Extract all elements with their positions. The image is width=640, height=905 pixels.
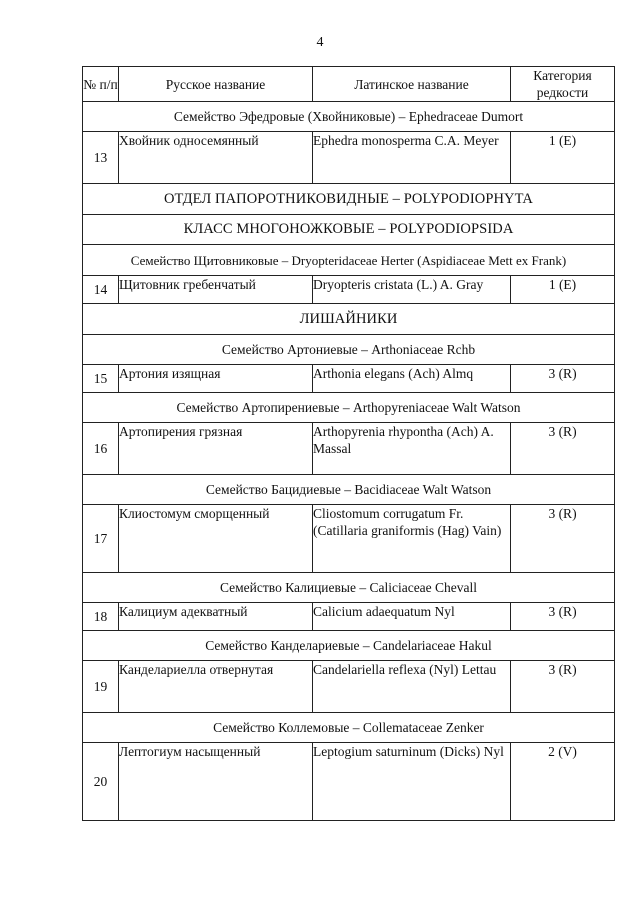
rarity-category: 3 (R)	[511, 603, 615, 631]
division-heading-row	[83, 184, 615, 215]
rarity-category: 1 (E)	[511, 276, 615, 304]
family-heading: Семейство Артопирениевые – Arthopyreniaceae Walt Watson	[83, 393, 615, 423]
rare-species-table	[82, 66, 615, 821]
division-heading: ОТДЕЛ ПАПОРОТНИКОВИДНЫЕ – POLYPODIOPHYTA	[83, 184, 615, 215]
latin-name: Arthonia elegans (Ach) Almq	[313, 365, 511, 393]
class-heading: КЛАСС МНОГОНОЖКОВЫЕ – POLYPODIOPSIDA	[83, 215, 615, 245]
species-row	[83, 661, 615, 713]
species-row	[83, 423, 615, 475]
family-heading: Семейство Эфедровые (Хвойниковые) – Ephedraceae Dumort	[83, 102, 615, 132]
family-heading-row	[83, 475, 615, 505]
latin-name: Ephedra monosperma C.A. Meyer	[313, 132, 511, 184]
species-number: 17	[83, 505, 119, 573]
species-number: 20	[83, 743, 119, 821]
species-row	[83, 132, 615, 184]
family-heading-row	[83, 335, 615, 365]
latin-name: Leptogium saturninum (Dicks) Nyl	[313, 743, 511, 821]
species-number: 19	[83, 661, 119, 713]
family-heading-row	[83, 573, 615, 603]
russian-name: Хвойник односемянный	[119, 132, 313, 184]
latin-name: Arthopyrenia rhypontha (Ach) A. Massal	[313, 423, 511, 475]
class-heading-row	[83, 215, 615, 245]
russian-name: Артопирения грязная	[119, 423, 313, 475]
family-heading-row	[83, 393, 615, 423]
latin-name: Calicium adaequatum Nyl	[313, 603, 511, 631]
russian-name: Канделариелла отвернутая	[119, 661, 313, 713]
species-number: 14	[83, 276, 119, 304]
species-number: 18	[83, 603, 119, 631]
russian-name: Калициум адекватный	[119, 603, 313, 631]
species-number: 16	[83, 423, 119, 475]
latin-name: Dryopteris cristata (L.) A. Gray	[313, 276, 511, 304]
family-heading: Семейство Артониевые – Arthoniaceae Rchb	[83, 335, 615, 365]
family-heading-row	[83, 245, 615, 276]
species-row	[83, 603, 615, 631]
rarity-category: 1 (E)	[511, 132, 615, 184]
table-header-row	[83, 67, 615, 102]
family-heading: Семейство Коллемовые – Collemataceae Zenker	[83, 713, 615, 743]
family-heading: Семейство Канделариевые – Candelariaceae Hakul	[83, 631, 615, 661]
rarity-category: 3 (R)	[511, 423, 615, 475]
russian-name: Лептогиум насыщенный	[119, 743, 313, 821]
rarity-category: 3 (R)	[511, 661, 615, 713]
page-number: 4	[316, 35, 324, 50]
species-number: 13	[83, 132, 119, 184]
header-russian-name: Русское название	[119, 67, 313, 102]
rarity-category: 3 (R)	[511, 365, 615, 393]
russian-name: Артония изящная	[119, 365, 313, 393]
family-heading-row	[83, 102, 615, 132]
species-number: 15	[83, 365, 119, 393]
species-row	[83, 505, 615, 573]
family-heading: Семейство Бацидиевые – Bacidiaceae Walt Watson	[83, 475, 615, 505]
family-heading-row	[83, 713, 615, 743]
rarity-category: 3 (R)	[511, 505, 615, 573]
russian-name: Клиостомум сморщенный	[119, 505, 313, 573]
family-heading: Семейство Щитовниковые – Dryopteridaceae Herter (Aspidiaceae Mett ex Frank)	[83, 245, 615, 276]
rarity-category: 2 (V)	[511, 743, 615, 821]
species-row	[83, 276, 615, 304]
species-row	[83, 743, 615, 821]
latin-name: Cliostomum corrugatum Fr. (Catillaria graniformis (Hag) Vain)	[313, 505, 511, 573]
group-heading-row	[83, 304, 615, 335]
russian-name: Щитовник гребенчатый	[119, 276, 313, 304]
group-heading: ЛИШАЙНИКИ	[83, 304, 615, 335]
latin-name: Candelariella reflexa (Nyl) Lettau	[313, 661, 511, 713]
header-latin-name: Латинское название	[313, 67, 511, 102]
species-row	[83, 365, 615, 393]
family-heading-row	[83, 631, 615, 661]
family-heading: Семейство Калициевые – Caliciaceae Chevall	[83, 573, 615, 603]
header-rarity-category: Категория редкости	[511, 67, 615, 102]
header-num: № п/п	[83, 67, 119, 102]
